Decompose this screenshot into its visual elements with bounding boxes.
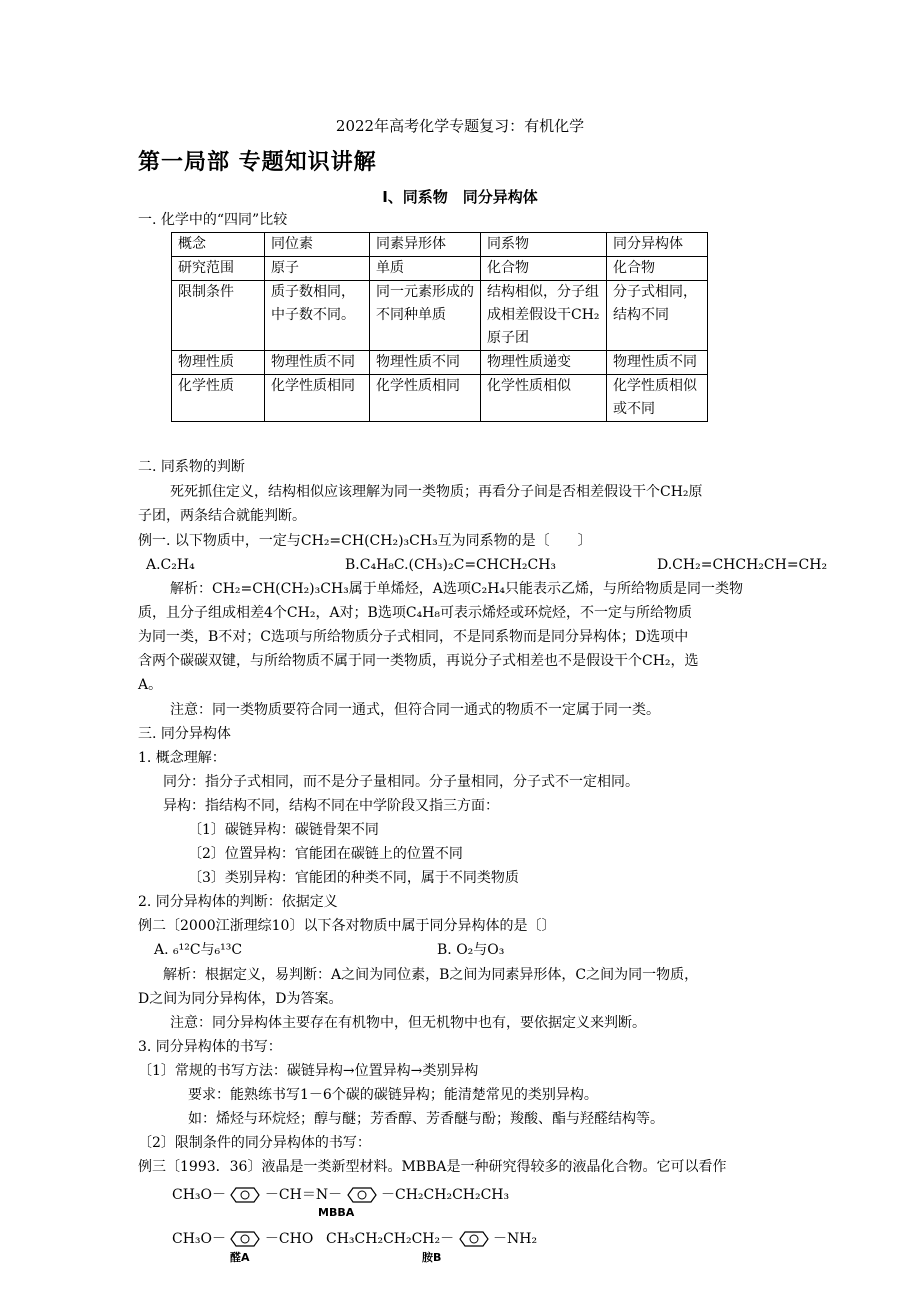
benzene-ring-icon xyxy=(459,1231,489,1247)
table-cell: 物理性质 xyxy=(172,351,265,375)
table-cell: 化学性质 xyxy=(172,375,265,422)
table-row xyxy=(172,375,708,422)
list-item: 〔1〕碳链异构：碳链骨架不同 xyxy=(188,822,379,838)
mbba-structure xyxy=(172,1184,509,1204)
list-item: 〔2〕位置异构：官能团在碳链上的位置不同 xyxy=(188,846,463,862)
benzene-ring-icon xyxy=(230,1187,260,1203)
heading-homolog: 二. 同系物的判断 xyxy=(138,459,245,475)
option-a: A. ₆¹²C与₆¹³C xyxy=(154,942,243,958)
note: 注意：同一类物质要符合同一通式，但符合同一通式的物质不一定属于同一类。 xyxy=(170,702,660,718)
table-header-cell: 同素异形体 xyxy=(370,233,481,257)
table-cell: 化学性质相似或不同 xyxy=(607,375,708,422)
table-header-cell: 同分异构体 xyxy=(607,233,708,257)
paragraph: 〔1〕常规的书写方法：碳链异构→位置异构→类别异构 xyxy=(138,1063,479,1079)
table-row xyxy=(172,281,708,351)
analysis-line: D之间为同分异构体，D为答案。 xyxy=(138,991,343,1007)
formula-fragment: －CH＝N－ xyxy=(264,1187,343,1203)
amine-b-structure xyxy=(326,1228,537,1248)
aldehyde-a-label: 醛A xyxy=(230,1251,250,1264)
list-item: 〔3〕类别异构：官能团的种类不同，属于不同类物质 xyxy=(188,870,519,886)
table-row xyxy=(172,351,708,375)
analysis-line: 解析：CH₂=CH(CH₂)₃CH₃属于单烯烃，A选项C₂H₄只能表示乙烯，与所给物质是同一类物 xyxy=(170,581,744,597)
document-title: 2022年高考化学专题复习：有机化学 xyxy=(335,117,585,135)
heading-isomer: 三. 同分异构体 xyxy=(138,726,231,742)
aldehyde-a-structure xyxy=(172,1228,313,1248)
paragraph: 子团，两条结合就能判断。 xyxy=(138,508,306,524)
table-cell: 分子式相同，结构不同 xyxy=(607,281,708,351)
example-3: 例三〔1993．36〕液晶是一类新型材料。MBBA是一种研究得较多的液晶化合物。它可以看作 xyxy=(138,1159,727,1175)
benzene-ring-icon xyxy=(347,1187,377,1203)
comparison-table xyxy=(171,232,708,422)
table-header-row xyxy=(172,233,708,257)
table-header-cell: 概念 xyxy=(172,233,265,257)
table-cell: 质子数相同，中子数不同。 xyxy=(265,281,370,351)
table-cell: 化合物 xyxy=(481,257,607,281)
note: 注意：同分异构体主要存在有机物中，但无机物中也有，要依据定义来判断。 xyxy=(170,1015,646,1031)
analysis-line: 含两个碳碳双键，与所给物质不属于同一类物质，再说分子式相差也不是假设干个CH₂，选 xyxy=(138,653,699,669)
option-d: D.CH₂=CHCH₂CH=CH₂ xyxy=(657,557,828,573)
table-header-cell: 同位素 xyxy=(265,233,370,257)
table-row xyxy=(172,257,708,281)
option-a: A.C₂H₄ xyxy=(146,557,195,573)
paragraph: 要求：能熟练书写1－6个碳的碳链异构；能清楚常见的类别异构。 xyxy=(188,1087,598,1103)
analysis-line: 质，且分子组成相差4个CH₂，A对；B选项C₄H₈可表示烯烃或环烷烃，不一定与所给物质 xyxy=(138,605,692,621)
subheading: 1. 概念理解： xyxy=(138,750,226,766)
formula-fragment: CH₃O－ xyxy=(172,1187,227,1203)
table-cell: 研究范围 xyxy=(172,257,265,281)
formula-fragment: －CHO xyxy=(264,1231,314,1247)
table-cell: 同一元素形成的不同种单质 xyxy=(370,281,481,351)
paragraph: 死死抓住定义，结构相似应该理解为同一类物质；再看分子间是否相差假设干个CH₂原 xyxy=(170,484,703,500)
example-2: 例二〔2000江浙理综10〕以下各对物质中属于同分异构体的是〔〕 xyxy=(138,918,556,934)
paragraph: 如：烯烃与环烷烃；醇与醚；芳香醇、芳香醚与酚；羧酸、酯与羟醛结构等。 xyxy=(188,1111,664,1127)
paragraph: 异构：指结构不同，结构不同在中学阶段又指三方面： xyxy=(163,798,499,814)
example-1: 例一. 以下物质中，一定与CH₂=CH(CH₂)₃CH₃互为同系物的是〔 〕 xyxy=(138,533,592,549)
table-cell: 物理性质不同 xyxy=(607,351,708,375)
part-title: 第一局部 专题知识讲解 xyxy=(138,150,377,175)
analysis-line: A。 xyxy=(138,677,163,693)
analysis-line: 解析：根据定义，易判断：A之间为同位素，B之间为同素异形体，C之间为同一物质， xyxy=(163,967,699,983)
section-title: Ⅰ、同系物 同分异构体 xyxy=(382,188,538,206)
formula-fragment: －NH₂ xyxy=(493,1231,538,1247)
table-cell: 化学性质相似 xyxy=(481,375,607,422)
amine-b-label: 胺B xyxy=(422,1251,442,1264)
table-cell: 化合物 xyxy=(607,257,708,281)
formula-fragment: CH₃O－ xyxy=(172,1231,227,1247)
option-b: B. O₂与O₃ xyxy=(437,942,505,958)
option-bc: B.C₄H₈C.(CH₃)₂C=CHCH₂CH₃ xyxy=(345,557,557,573)
paragraph: 〔2〕限制条件的同分异构体的书写： xyxy=(138,1135,371,1151)
table-cell: 限制条件 xyxy=(172,281,265,351)
analysis-line: 为同一类，B不对；C选项与所给物质分子式相同，不是同系物而是同分异构体；D选项中 xyxy=(138,629,689,645)
table-cell: 单质 xyxy=(370,257,481,281)
table-cell: 化学性质相同 xyxy=(265,375,370,422)
table-cell: 化学性质相同 xyxy=(370,375,481,422)
mbba-label: MBBA xyxy=(318,1206,355,1219)
table-cell: 物理性质不同 xyxy=(370,351,481,375)
paragraph: 同分：指分子式相同，而不是分子量相同。分子量相同，分子式不一定相同。 xyxy=(163,774,639,790)
formula-fragment: CH₃CH₂CH₂CH₂－ xyxy=(326,1231,455,1247)
benzene-ring-icon xyxy=(230,1231,260,1247)
table-cell: 原子 xyxy=(265,257,370,281)
table-cell: 物理性质不同 xyxy=(265,351,370,375)
heading-four-same: 一. 化学中的“四同”比较 xyxy=(138,212,288,228)
table-cell: 结构相似，分子组成相差假设干CH₂原子团 xyxy=(481,281,607,351)
table-cell: 物理性质递变 xyxy=(481,351,607,375)
formula-fragment: －CH₂CH₂CH₂CH₃ xyxy=(381,1187,510,1203)
subheading: 2. 同分异构体的判断：依据定义 xyxy=(138,894,338,910)
table-header-cell: 同系物 xyxy=(481,233,607,257)
subheading: 3. 同分异构体的书写： xyxy=(138,1039,282,1055)
